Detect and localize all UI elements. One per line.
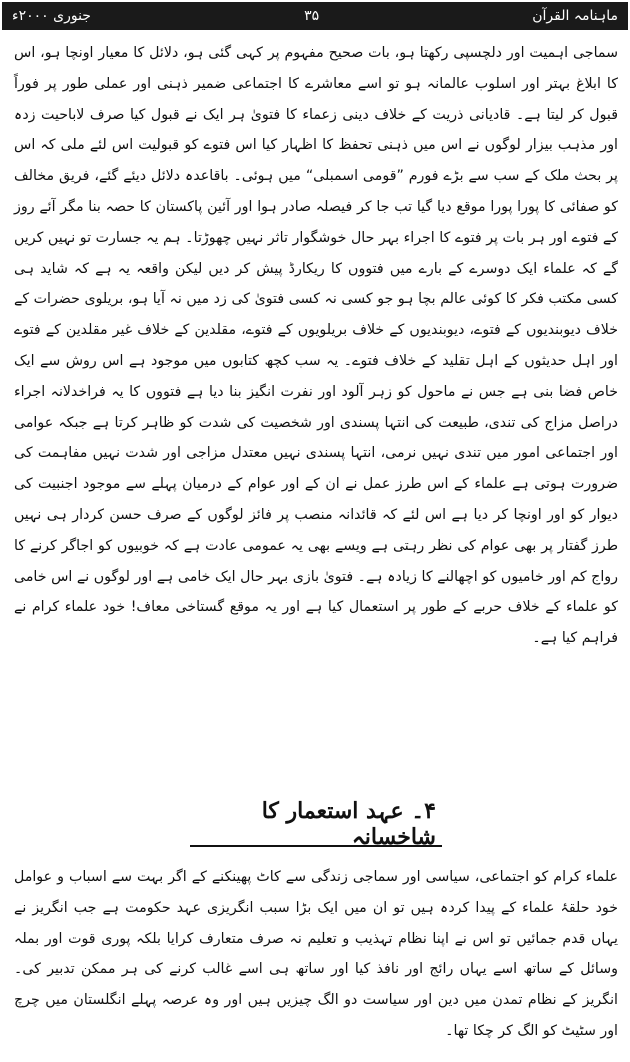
article-body xyxy=(14,38,618,654)
section-heading: ۴۔ عہد استعمار کا شاخسانہ xyxy=(261,798,436,850)
page-header xyxy=(2,2,628,30)
section-paragraph: علماء کرام کو اجتماعی، سیاسی اور سماجی زندگی سے کاٹ پھینکنے کے اگر بہت سے اسباب و عوامل خود حلقۂ علماء کے پیدا کردہ ہیں تو ان میں ایک بڑا سبب انگریزی عہد حکومت ہے جب انگریز نے یہاں قدم جمائیں تو اس نے اپنا نظام تہذیب و تعلیم نہ صرف متعارف کرایا بلکہ پوری قوت اور بملہ وسائل کے ساتھ اسے یہاں رائج اور نافذ کیا اور ساتھ ہی اسے غالب کرنے کی ہر ممکن تدبیر کی۔ انگریز کے نظام تمدن میں دین اور سیاست دو الگ چیزیں ہیں اور وہ عرصہ پہلے انگلستان میں چرچ اور سٹیٹ کو الگ کر چکا تھا۔ xyxy=(14,869,618,1039)
section-body xyxy=(14,862,618,1047)
magazine-title: ماہنامہ القرآن xyxy=(532,8,618,24)
page-number: ۳۵ xyxy=(304,8,320,24)
issue-date: جنوری ۲۰۰۰ء xyxy=(12,8,91,24)
heading-underline xyxy=(190,845,442,847)
body-paragraph: سماجی اہمیت اور دلچسپی رکھتا ہو، بات صحیح مفہوم پر کہی گئی ہو، دلائل کا معیار اونچا ہو، اس کا ابلاغ بہتر اور اسلوب عالمانہ ہو تو اسے معاشرے کا اجتماعی ضمیر ذہنی اور عملی طور پر فوراً قبول کر لیتا ہے۔ قادیانی ذریت کے خلاف دینی زعماء کا فتویٰ ہر ایک نے قبول کیا صرف لاباحیت زدہ اور مذہب بیزار لوگوں نے اس میں ذہنی تحفظ کا اظہار کیا اس فتوے کو قبولیت اس لئے ملی کہ اس پر بحث ملک کے سب سے بڑے فورم ”قومی اسمبلی“ میں ہوئی۔ باقاعدہ دلائل دیئے گئے، فریق مخالف کو صفائی کا پورا پورا موقع دیا گیا تب جا کر فیصلہ صادر ہوا اور آئین پاکستان کا حصہ بنا مگر آئے روز کے فتوے اور ہر بات پر فتوے کا اجراء بہر حال خوشگوار تاثر نہیں چھوڑتا۔ ہم یہ جسارت تو نہیں کریں گے کہ علماء ایک دوسرے کے بارے میں فتووں کا ریکارڈ پیش کر دیں لیکن واقعہ یہ ہے کہ شاید ہی کسی مکتب فکر کا کوئی عالم بچا ہو جو کسی نہ کسی فتویٰ کی زد میں نہ آیا ہو، بریلوی حضرات کے خلاف دیوبندیوں کے فتوے، دیوبندیوں کے خلاف بریلویوں کے فتوے، مقلدین کے خلاف غیر مقلدین کے فتوے اور اہل حدیثوں کے اہل تقلید کے خلاف فتوے۔ یہ سب کچھ کتابوں میں موجود ہے اس روش سے ایک خاص فضا بنی ہے جس نے ماحول کو زہر آلود اور نفرت انگیز بنا دیا ہے فتووں کا یہ فراخدلانہ اجراء دراصل مزاج کی تندی، طبیعت کی انتہا پسندی اور شخصیت کی شدت کو ظاہر کرتا ہے جبکہ عوامی اور اجتماعی امور میں تندی نہیں نرمی، انتہا پسندی نہیں معتدل مزاجی اور شدت نہیں مفاہمت کی ضرورت ہوتی ہے علماء کے اس طرز عمل نے ان کے اور عوام کے درمیان پہلے سے موجود اجنبیت کی دیوار کو اور اونچا کر دیا ہے اس لئے کہ قائدانہ منصب پر فائز لوگوں کے صرف حسن کردار ہی نہیں طرز گفتار پر بھی عوام کی نظر رہتی ہے ویسے بھی یہ عمومی عادت ہے کہ خوبیوں کو اجاگر کرنے کا رواج کم اور خامیوں کو اچھالنے کا زیادہ ہے۔ فتویٰ بازی بہر حال ایک خامی ہے اور لوگوں نے اس خامی کو علماء کے خلاف حربے کے طور پر استعمال کیا ہے اور یہ موقع گستاخی معاف! خود علماء کرام نے فراہم کیا ہے۔ xyxy=(14,45,618,647)
